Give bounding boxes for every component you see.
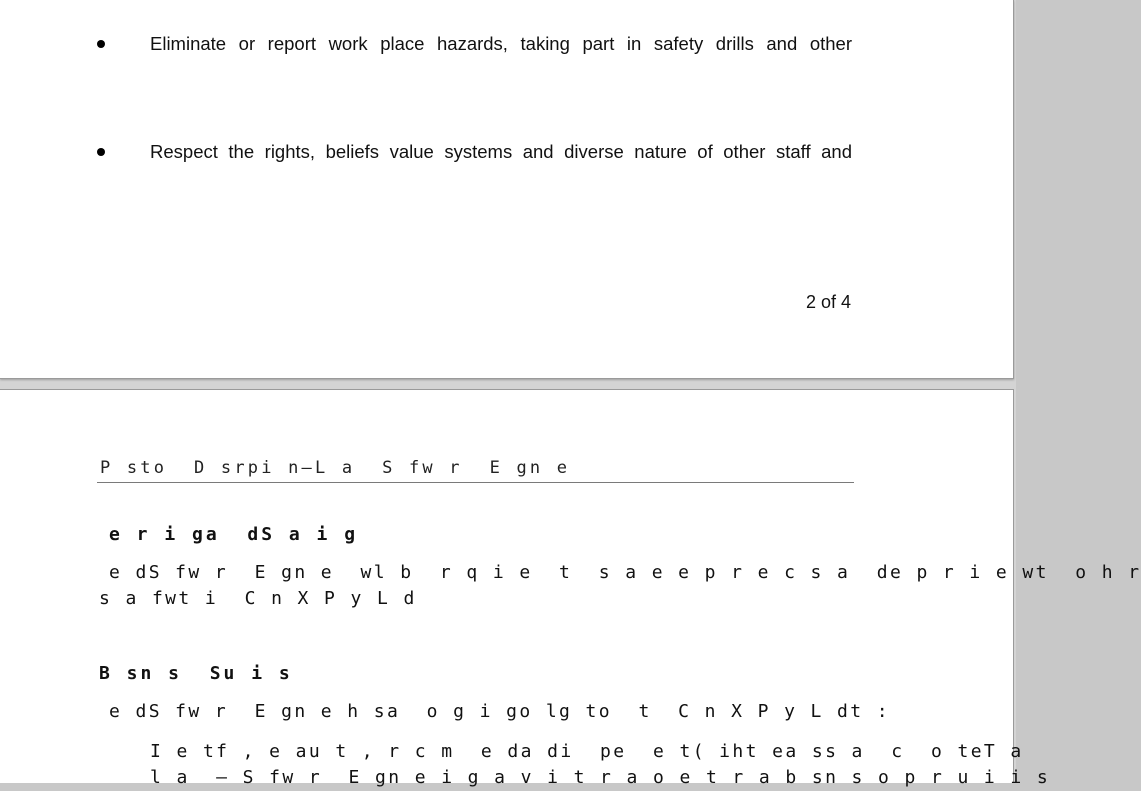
document-page-3: [0, 389, 1141, 788]
page-header: [97, 458, 854, 483]
section-body-line: s a fwt i C n X P y L d: [99, 588, 417, 609]
page-number: 2 of 4: [805, 292, 851, 312]
section-heading: e r i ga dS a i g: [109, 524, 359, 545]
section-body-line: e dS fw r E gn e wl b r q i e t s a e e p r e c s a de p r i e wt o h r: [109, 562, 1141, 583]
bullet-text: Respect the rights, beliefs value systems and diverse nature of other staff and: [150, 141, 852, 162]
bullet-text: Eliminate or report work place hazards, taking part in safety drills and other: [150, 33, 852, 54]
page-header-text: P sto D srpi n–L a S fw r E gn e: [100, 458, 571, 478]
bullet-dot-icon: [97, 148, 105, 156]
section-heading: B sn s Su i s: [99, 663, 293, 684]
document-page-2: [0, 0, 1014, 379]
section-body-line: e dS fw r E gn e h sa o g i go lg to t C n X P y L dt :: [109, 701, 890, 722]
bullet-dot-icon: [97, 40, 105, 48]
indented-line: l a – S fw r E gn e i g a v i t r a o e t r a b sn s o p r u i i s: [150, 767, 1051, 788]
indented-line: I e tf , e au t , r c m e da di pe e t( iht ea ss a c o teT a: [150, 741, 1024, 762]
